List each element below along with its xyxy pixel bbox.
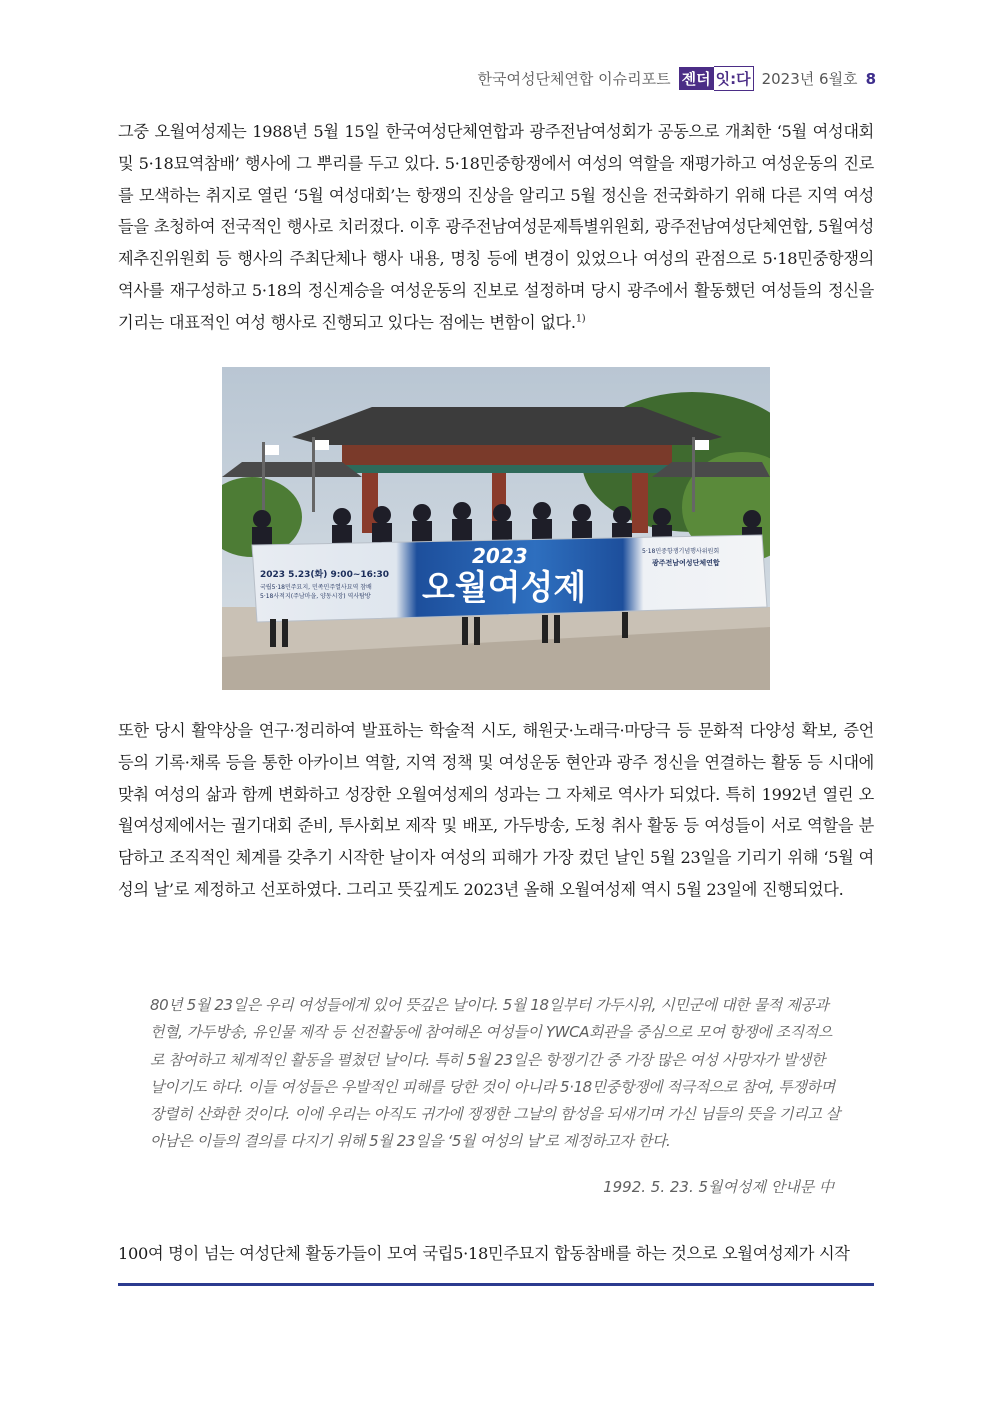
footnote-ref[interactable]: 1) — [575, 313, 586, 325]
banner-year: 2023 — [472, 544, 528, 568]
page-header — [477, 66, 876, 91]
event-photo — [222, 367, 770, 690]
page-number: 8 — [865, 69, 876, 88]
banner-venue-1: 국립5·18민주묘지, 민족민주열사묘역 참배 — [260, 584, 372, 591]
quote-source: 1992. 5. 23. 5월여성제 안내문 中 — [603, 1178, 834, 1196]
body-paragraph-3: 100여 명이 넘는 여성단체 활동가들이 모여 국립5·18민주묘지 합동참배를 하는 것으로 오월여성제가 시작 — [118, 1244, 850, 1263]
footer-rule — [118, 1283, 874, 1286]
banner-venue-2: 5·18사적지(주남마을, 양동시장) 역사탐방 — [260, 593, 371, 600]
report-title: 한국여성단체연합 이슈리포트 — [477, 70, 671, 88]
body-paragraph-2: 또한 당시 활약상을 연구·정리하여 발표하는 학술적 시도, 해원굿·노래극·마당극 등 문화적 다양성 확보, 증언 등의 기록·채록 등을 통한 아카이브 역할, 지역 정책 및 여성운동 현안과 광주 정신을 연결하는 활동 등 시대에 맞춰 여성의 삶과 함께 변화하고 성장한 오월여성제의 성과는 그 자체로 역사가 되었다. 특히 1992년 열린 오월여성제에서는 궐기대회 준비, 투사회보 제작 및 배포, 가두방송, 도청 취사 활동 등 여성들이 서로 역할을 분담하고 조직적인 체계를 갖추기 시작한 날이자 여성의 피해가 가장 컸던 날인 5월 23일을 기리기 위해 ‘5월 여성의 날’로 제정하고 선포하였다. 그리고 뜻깊게도 2023년 올해 오월여성제 역시 5월 23일에 진행되었다. — [118, 721, 874, 899]
banner-title: 오월여성제 — [422, 568, 587, 608]
body-paragraph-1: 그중 오월여성제는 1988년 5월 15일 한국여성단체연합과 광주전남여성회가 공동으로 개최한 ‘5월 여성대회 및 5·18묘역참배’ 행사에 그 뿌리를 두고 있다. 5·18민중항쟁에서 여성의 역할을 재평가하고 여성운동의 진로를 모색하는 취지로 열린 ‘5월 여성대회’는 항쟁의 진상을 알리고 5월 정신을 전국화하기 위해 다른 지역 여성들을 초청하여 전국적인 행사로 치러졌다. 이후 광주전남여성문제특별위원회, 광주전남여성단체연합, 5월여성제추진위원회 등 행사의 주최단체나 행사 내용, 명칭 등에 변경이 있었으나 여성의 관점으로 5·18민중항쟁의 역사를 재구성하고 5·18의 정신계승을 여성운동의 진보로 설정하며 당시 광주에서 활동했던 여성들의 정신을 기리는 대표적인 여성 행사로 진행되고 있다는 점에는 변함이 없다.$^{1)}$ — [118, 122, 874, 332]
banner-host-2: 광주전남여성단체연합 — [652, 559, 720, 567]
banner-date: 2023 5.23(화) 9:00~16:30 — [260, 570, 390, 580]
brand-logo: 젠더 잇:다 — [679, 66, 754, 91]
block-quote: 80년 5월 23일은 우리 여성들에게 있어 뜻깊은 날이다. 5월 18일부터 가두시위, 시민군에 대한 물적 제공과 헌혈, 가두방송, 유인물 제작 등 선전활동에 참여해온 여성들이 YWCA회관을 중심으로 모여 항쟁에 조직적으로 참여하고 체계적인 활동을 펼쳤던 날이다. 특히 5월 23일은 항쟁기간 중 가장 많은 여성 사망자가 발생한 날이기도 하다. 이들 여성들은 우발적인 피해를 당한 것이 아니라 5·18민중항쟁에 적극적으로 참여, 투쟁하며 장렬히 산화한 것이다. 이에 우리는 아직도 귀가에 쟁쟁한 그날의 함성을 되새기며 가신 님들의 뜻을 기리고 살아남은 이들의 결의를 다지기 위해 5월 23일을 ‘5월 여성의 날’로 제정하고자 한다. — [150, 996, 840, 1151]
issue-date: 2023년 6월호 — [761, 70, 858, 88]
banner-host-1: 5·18민중항쟁기념행사위원회 — [642, 548, 720, 555]
